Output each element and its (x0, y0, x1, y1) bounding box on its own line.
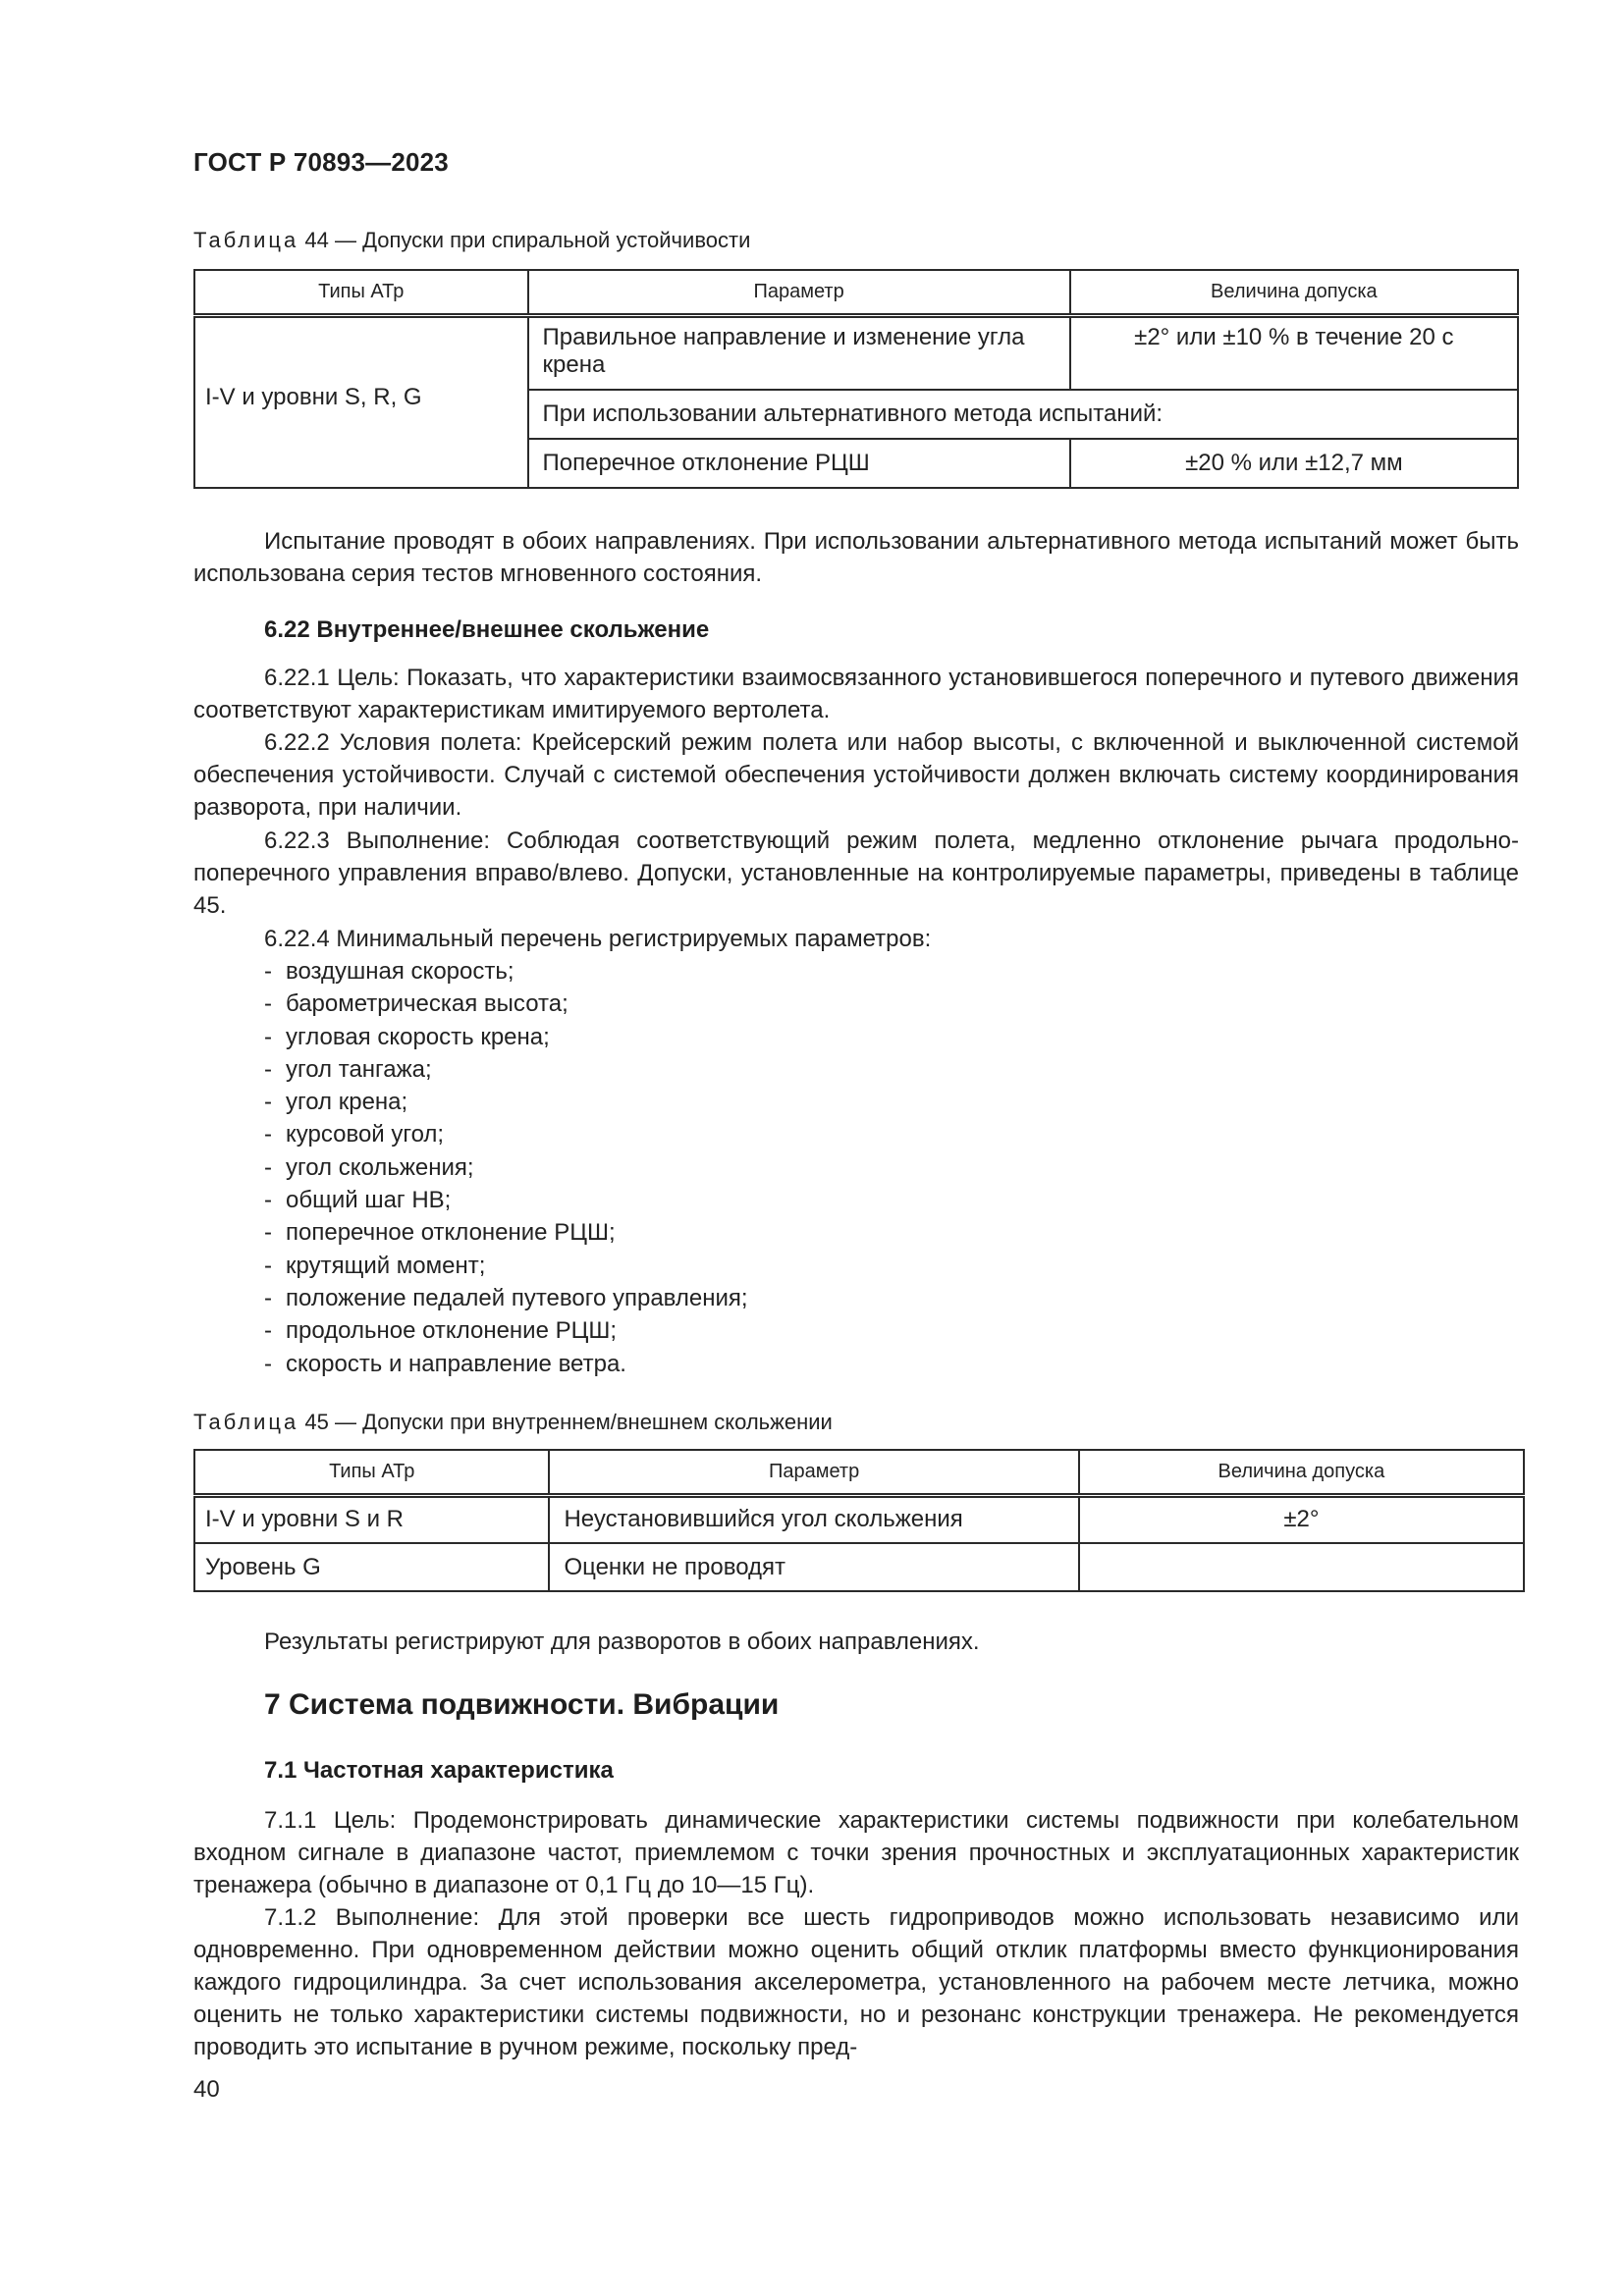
param-cell: Оценки не проводят (549, 1543, 1078, 1591)
list-item: - продольное отклонение РЦШ; (264, 1314, 748, 1347)
paragraph-6-22-2: 6.22.2 Условия полета: Крейсерский режим полета или набор высоты, с включенной и выключенной системой обеспечения устойчивости. Случай с системой обеспечения устойчивости должен включать систему координирования разворота, при наличии. (193, 729, 1519, 821)
paragraph-6-22-1: 6.22.1 Цель: Показать, что характеристики взаимосвязанного установившегося поперечного и путевого движения соответствуют характеристикам имитируемого вертолета. (193, 665, 1519, 723)
type-cell: Уровень G (194, 1543, 549, 1591)
table44-caption (193, 228, 750, 253)
table-row (194, 315, 1518, 390)
section-heading-7: 7 Система подвижности. Вибрации (264, 1688, 780, 1721)
list-item: - общий шаг НВ; (264, 1184, 748, 1216)
table45-caption-title: 45 — Допуски при внутреннем/внешнем скольжении (298, 1410, 833, 1434)
list-item: - поперечное отклонение РЦШ; (264, 1216, 748, 1249)
table-row (194, 1543, 1524, 1591)
column-header: Параметр (528, 270, 1070, 315)
table45-caption-prefix: Таблица (193, 1410, 299, 1434)
param-cell: Правильное направление и изменение угла крена (528, 315, 1070, 390)
paragraph-6-22-4: 6.22.4 Минимальный перечень регистрируемых параметров: (264, 926, 932, 952)
table44-caption-prefix: Таблица (193, 228, 299, 252)
parameters-list (264, 955, 748, 1380)
column-header: Параметр (549, 1450, 1078, 1495)
paragraph: Результаты регистрируют для разворотов в обоих направлениях. (264, 1629, 980, 1655)
list-item: - угол крена; (264, 1086, 748, 1118)
paragraph-7-1-2: 7.1.2 Выполнение: Для этой проверки все шесть гидроприводов можно использовать независимо или одновременно. При одновременном действии можно оценить общий отклик платформы вместо функционирования каждого гидроцилиндра. За счет использования акселерометра, установленного на рабочем месте летчика, можно оценить не только характеристики системы подвижности, но и резонанс конструкции тренажера. Не рекомендуется проводить это испытание в ручном режиме, поскольку пред- (193, 1904, 1519, 2060)
paragraph: Испытание проводят в обоих направлениях. При использовании альтернативного метода испытаний может быть использована серия тестов мгновенного состояния. (193, 528, 1519, 587)
list-item: - курсовой угол; (264, 1118, 748, 1150)
standard-code: ГОСТ Р 70893—2023 (193, 147, 449, 177)
table44-caption-title: 44 — Допуски при спиральной устойчивости (298, 228, 751, 252)
list-item: - положение педалей путевого управления; (264, 1282, 748, 1314)
tolerance-cell: ±20 % или ±12,7 мм (1070, 439, 1518, 488)
section-heading-6-22: 6.22 Внутреннее/внешнее скольжение (264, 616, 710, 643)
tolerance-cell (1079, 1543, 1524, 1591)
table-44 (193, 269, 1519, 489)
list-item: - угол скольжения; (264, 1151, 748, 1184)
param-cell: Поперечное отклонение РЦШ (528, 439, 1070, 488)
type-cell: I-V и уровни S, R, G (194, 315, 528, 488)
page-number: 40 (193, 2076, 220, 2103)
list-item: - крутящий момент; (264, 1250, 748, 1282)
paragraph-6-22-3: 6.22.3 Выполнение: Соблюдая соответствующий режим полета, медленно отклонение рычага продольно-поперечного управления вправо/влево. Допуски, установленные на контролируемые параметры, приведены в таблице 45. (193, 828, 1519, 919)
tolerance-cell: ±2° (1079, 1495, 1524, 1543)
column-header: Типы АТр (194, 1450, 549, 1495)
param-cell: Неустановившийся угол скольжения (549, 1495, 1078, 1543)
table-header-row (194, 1450, 1524, 1495)
type-cell: I-V и уровни S и R (194, 1495, 549, 1543)
column-header: Типы АТр (194, 270, 528, 315)
list-item: - угловая скорость крена; (264, 1021, 748, 1053)
paragraph-7-1-1: 7.1.1 Цель: Продемонстрировать динамические характеристики системы подвижности при колебательном входном сигнале в диапазоне частот, приемлемом с точки зрения прочностных и эксплуатационных характеристик тренажера (обычно в диапазоне от 0,1 Гц до 10—15 Гц). (193, 1807, 1519, 1898)
column-header: Величина допуска (1079, 1450, 1524, 1495)
tolerance-cell: ±2° или ±10 % в течение 20 с (1070, 315, 1518, 390)
param-span-cell: При использовании альтернативного метода испытаний: (528, 390, 1519, 439)
list-item: - скорость и направление ветра. (264, 1348, 748, 1380)
table-row (194, 1495, 1524, 1543)
table-header-row (194, 270, 1518, 315)
table45-caption (193, 1410, 833, 1435)
table-45 (193, 1449, 1525, 1592)
list-item: - барометрическая высота; (264, 988, 748, 1020)
list-item: - воздушная скорость; (264, 955, 748, 988)
list-item: - угол тангажа; (264, 1053, 748, 1086)
section-heading-7-1: 7.1 Частотная характеристика (264, 1757, 614, 1784)
column-header: Величина допуска (1070, 270, 1518, 315)
